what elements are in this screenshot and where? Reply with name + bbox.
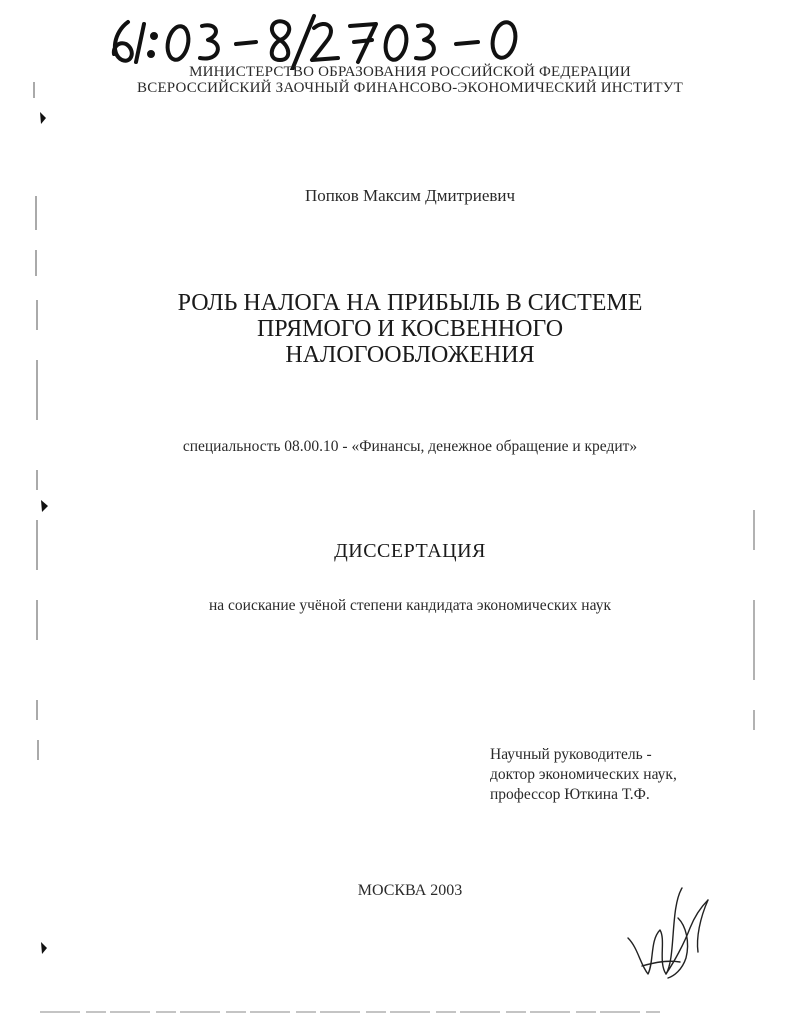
city-year: МОСКВА 2003 [357, 882, 463, 899]
institute-heading: ВСЕРОССИЙСКИЙ ЗАОЧНЫЙ ФИНАНСОВО-ЭКОНОМИЧЕСКИЙ ИНСТИТУТ [137, 80, 683, 96]
title-line: ПРЯМОГО И КОСВЕННОГО [256, 316, 564, 342]
specialty-line: специальность 08.00.10 - «Финансы, денежное обращение и кредит» [182, 438, 638, 455]
title-line: НАЛОГООБЛОЖЕНИЯ [285, 342, 535, 368]
supervisor-name: профессор Юткина Т.Ф. [490, 786, 650, 803]
degree-line: на соискание учёной степени кандидата экономических наук [209, 597, 611, 614]
supervisor-role: Научный руководитель - [490, 746, 652, 763]
supervisor-block [490, 745, 770, 805]
document-type: ДИССЕРТАЦИЯ [334, 540, 486, 562]
handwritten-call-number [100, 10, 530, 70]
scan-bottom-edge [40, 1010, 660, 1014]
dissertation-title [120, 290, 700, 368]
ministry-heading: МИНИСТЕРСТВО ОБРАЗОВАНИЯ РОССИЙСКОЙ ФЕДЕРАЦИИ [189, 64, 631, 80]
title-line: РОЛЬ НАЛОГА НА ПРИБЫЛЬ В СИСТЕМЕ [177, 290, 643, 316]
signature [620, 878, 730, 988]
scan-right-marks [740, 480, 770, 840]
scan-margin-marks [0, 0, 60, 1019]
author-name: Попков Максим Дмитриевич [304, 186, 516, 205]
supervisor-degree: доктор экономических наук, [490, 766, 677, 783]
